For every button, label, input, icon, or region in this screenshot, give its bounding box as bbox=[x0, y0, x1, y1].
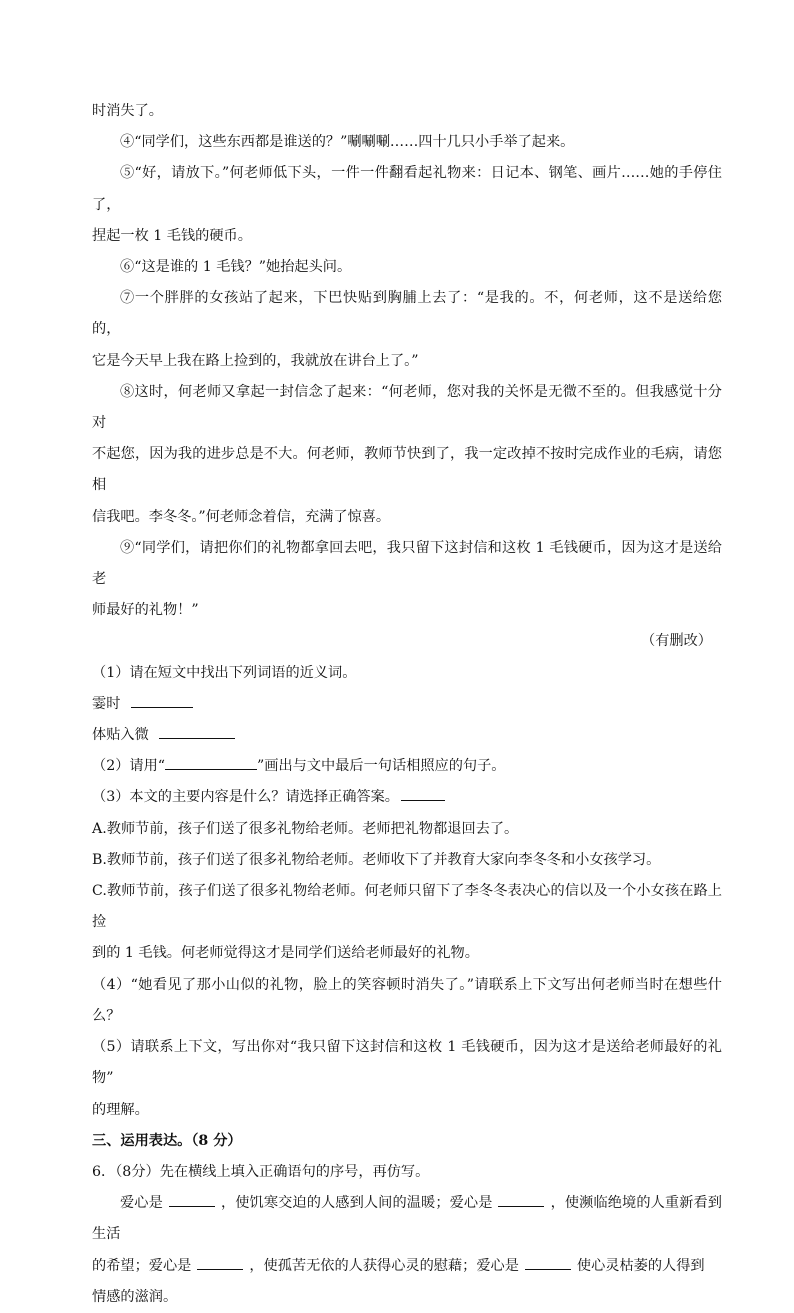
fill-blank-1[interactable] bbox=[169, 1192, 215, 1207]
passage-paragraph-9-line-2: 师最好的礼物！” bbox=[92, 602, 199, 619]
option-a: A.教师节前，孩子们送了很多礼物给老师。老师把礼物都退回去了。 bbox=[92, 820, 519, 837]
passage-paragraph-4: ④“同学们，这些东西都是谁送的？”唰唰唰……四十几只小手举了起来。 bbox=[120, 134, 575, 151]
option-c-line-1: C.教师节前，孩子们送了很多礼物给老师。何老师只留下了李冬冬表决心的信以及一个小女孩在路上捡 bbox=[92, 883, 722, 931]
question-6-text-1: 爱心是 bbox=[120, 1195, 163, 1212]
passage-paragraph-8-line-2: 不起您，因为我的进步总是不大。何老师，教师节快到了，我一定改掉不按时完成作业的毛病，请您相 bbox=[92, 446, 722, 494]
question-1-item-2 bbox=[92, 720, 722, 751]
question-1-word-1: 霎时 bbox=[92, 695, 121, 712]
answer-blank-1[interactable] bbox=[131, 693, 193, 708]
passage-paragraph-8-line-3: 信我吧。李冬冬。”何老师念着信，充满了惊喜。 bbox=[92, 508, 391, 525]
fill-blank-3[interactable] bbox=[197, 1255, 243, 1270]
question-6-text-4: 的希望；爱心是 bbox=[92, 1257, 192, 1274]
question-5-line-1: （5）请联系上下文，写出你对“我只留下这封信和这枚 1 毛钱硬币，因为这才是送给老师最好的礼物” bbox=[92, 1039, 722, 1087]
question-5-line-2: 的理解。 bbox=[92, 1101, 149, 1118]
question-6-text-6: 使心灵枯萎的人得到 bbox=[576, 1257, 705, 1274]
question-6-line-1 bbox=[92, 1188, 722, 1250]
answer-blank-2[interactable] bbox=[159, 724, 235, 739]
option-b: B.教师节前，孩子们送了很多礼物给老师。老师收下了并教育大家向李冬冬和小女孩学习。 bbox=[92, 851, 661, 868]
question-1-item-1 bbox=[92, 689, 722, 720]
question-3 bbox=[92, 782, 722, 813]
question-2 bbox=[92, 751, 722, 782]
passage-paragraph-8-line-1: ⑧这时，何老师又拿起一封信念了起来：“何老师，您对我的关怀是无微不至的。但我感觉十分对 bbox=[92, 383, 722, 432]
passage-paragraph-7-line-2: 它是今天早上我在路上捡到的，我就放在讲台上了。” bbox=[92, 352, 419, 369]
option-c-line-2: 到的 1 毛钱。何老师觉得这才是同学们送给老师最好的礼物。 bbox=[92, 945, 479, 962]
question-1-word-2: 体贴入微 bbox=[92, 727, 149, 744]
question-6-text-3: ，使濒临绝境的人重新看到生活 bbox=[92, 1195, 722, 1243]
passage-paragraph-9-line-1: ⑨“同学们，请把你们的礼物都拿回去吧，我只留下这封信和这枚 1 毛钱硬币，因为这才是送给老 bbox=[92, 539, 722, 588]
underline-sample bbox=[165, 755, 257, 770]
question-3-text: （3）本文的主要内容是什么？请选择正确答案。 bbox=[92, 789, 399, 806]
passage-paragraph-6: ⑥“这是谁的 1 毛钱？”她抬起头问。 bbox=[120, 259, 352, 276]
section-3-heading: 三、运用表达。（8 分） bbox=[92, 1132, 242, 1149]
question-2-suffix: ”画出与文中最后一句话相照应的句子。 bbox=[257, 758, 506, 775]
passage-paragraph-7-line-1: ⑦一个胖胖的女孩站了起来，下巴快贴到胸脯上去了：“是我的。不，何老师，这不是送给您的， bbox=[92, 290, 722, 338]
question-1: （1）请在短文中找出下列词语的近义词。 bbox=[92, 664, 357, 681]
question-4: （4）“她看见了那小山似的礼物，脸上的笑容顿时消失了。”请联系上下文写出何老师当时在想些什么？ bbox=[92, 976, 722, 1024]
passage-paragraph-3-end: 时消失了。 bbox=[92, 103, 163, 119]
document-page bbox=[92, 96, 722, 1313]
question-6-text-5: ，使孤苦无依的人获得心灵的慰藉；爱心是 bbox=[249, 1257, 519, 1274]
answer-blank-3[interactable] bbox=[401, 786, 445, 801]
passage-source-note: （有删改） bbox=[641, 633, 712, 650]
fill-blank-4[interactable] bbox=[525, 1255, 571, 1270]
passage-paragraph-5-line-1: ⑤“好，请放下。”何老师低下头，一件一件翻看起礼物来：日记本、钢笔、画片……她的手停住了， bbox=[92, 165, 722, 213]
question-6: 6．（8分）先在横线上填入正确语句的序号，再仿写。 bbox=[92, 1163, 430, 1180]
passage-paragraph-5-line-2: 捏起一枚 1 毛钱的硬币。 bbox=[92, 227, 252, 244]
question-6-line-2 bbox=[92, 1251, 722, 1282]
question-6-text-2: ，使饥寒交迫的人感到人间的温暖；爱心是 bbox=[220, 1195, 493, 1212]
question-6-line-3: 情感的滋润。 bbox=[92, 1288, 178, 1305]
fill-blank-2[interactable] bbox=[498, 1192, 544, 1207]
question-2-prefix: （2）请用“ bbox=[92, 758, 166, 775]
